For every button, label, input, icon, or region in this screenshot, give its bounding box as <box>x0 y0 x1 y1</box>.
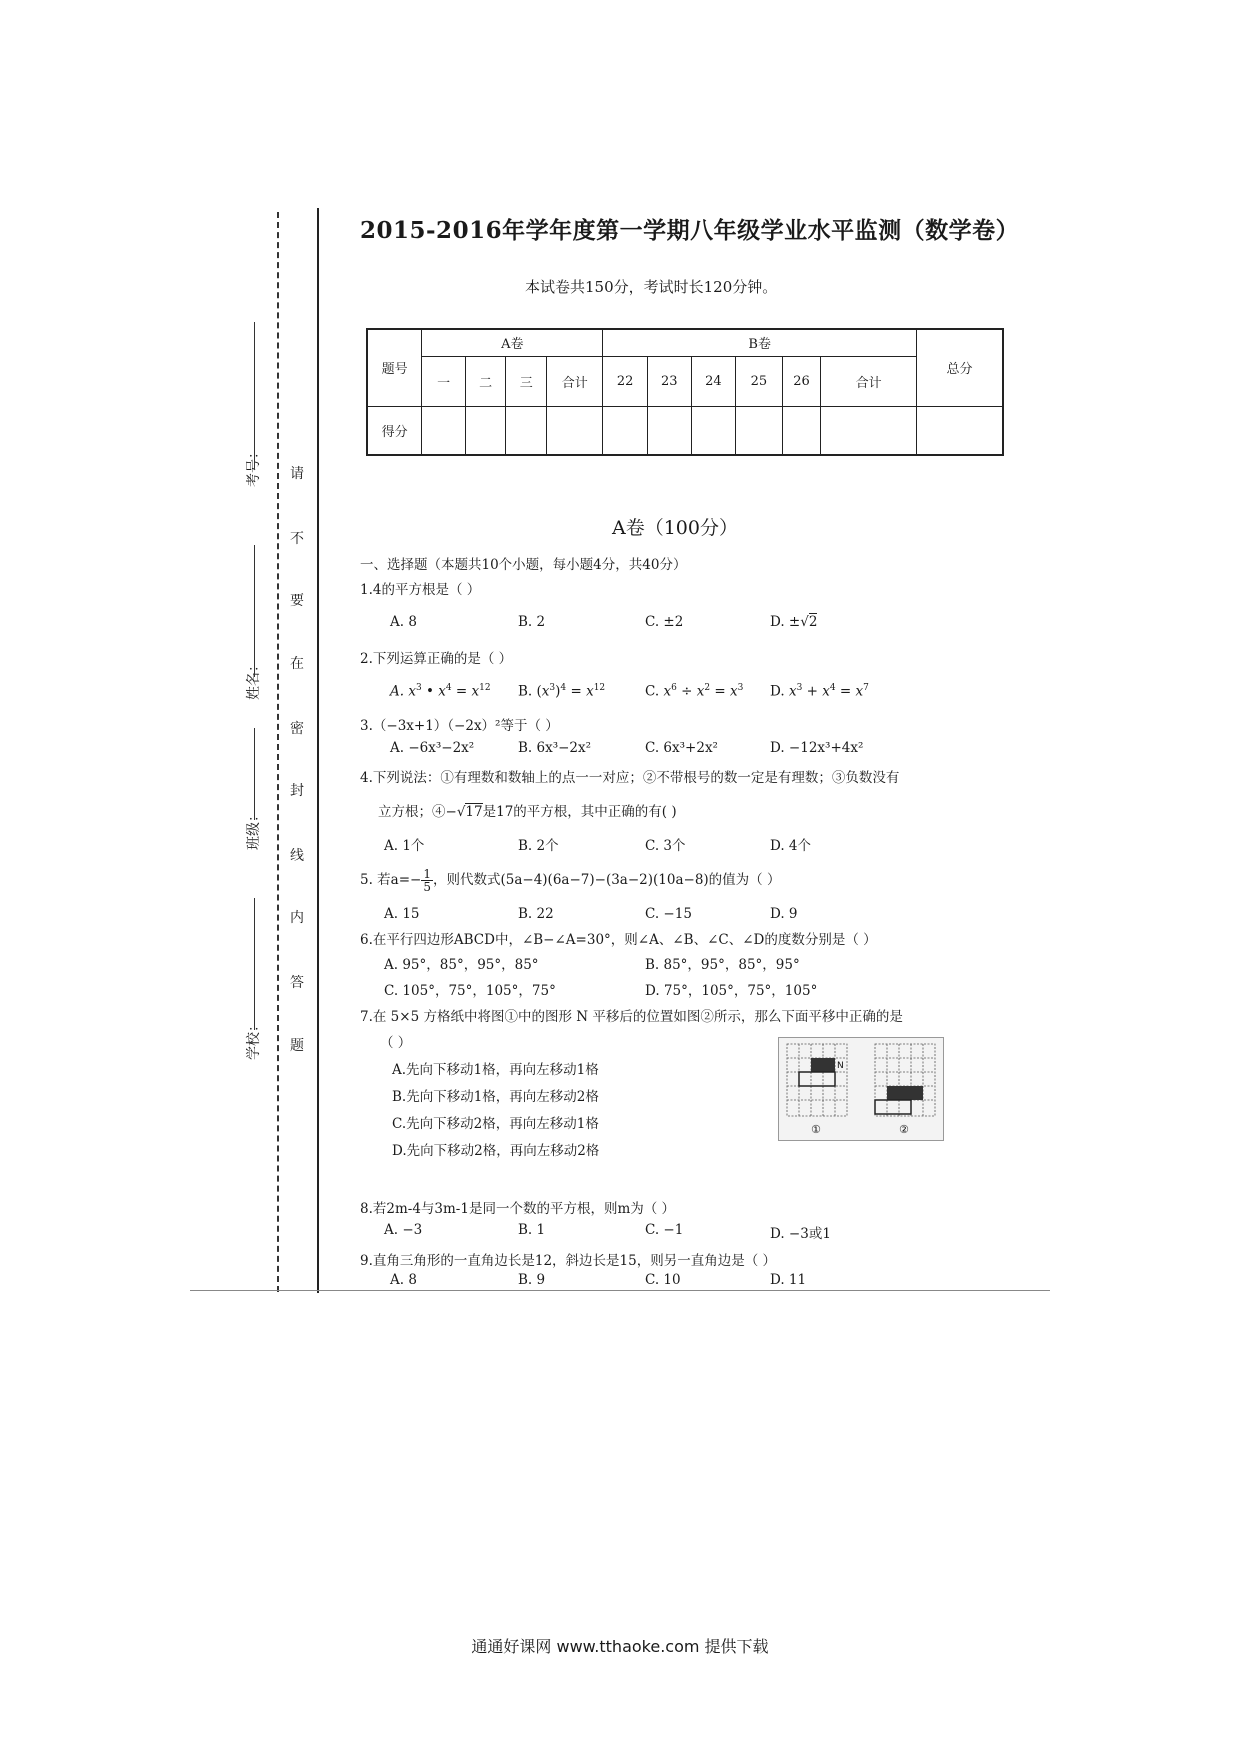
q1-stem: 1.4的平方根是（ ） <box>360 582 481 598</box>
q9-option-c: C. 10 <box>645 1272 681 1288</box>
exam-subtitle: 本试卷共150分，考试时长120分钟。 <box>525 278 778 296</box>
field-exam-number-label: 考号： <box>246 445 262 487</box>
col-a-3: 三 <box>506 356 547 406</box>
q2-option-c: C. $x^6 \div x^2 = x^3$ <box>645 683 744 700</box>
q7-shape-n-fig2 <box>887 1086 923 1100</box>
q4-option-a: A. 1个 <box>384 838 425 854</box>
q7-grid-figure-svg <box>779 1038 943 1140</box>
q9-option-b: B. 9 <box>518 1272 546 1288</box>
col-a-1: 一 <box>422 356 466 406</box>
q2-stem: 2.下列运算正确的是（ ） <box>360 651 513 667</box>
q6-option-a: A. 95°，85°，95°，85° <box>384 957 539 973</box>
q1-option-c: C. ±2 <box>645 614 684 630</box>
score-cell[interactable] <box>782 406 821 455</box>
q8-stem: 8.若2m-4与3m-1是同一个数的平方根，则m为（ ） <box>360 1201 676 1217</box>
q5-stem <box>360 868 780 893</box>
q8-option-b: B. 1 <box>518 1222 546 1238</box>
q5-option-b: B. 22 <box>518 906 554 922</box>
section-a-title: A卷（100分） <box>612 517 738 539</box>
q8-option-c: C. −1 <box>645 1222 684 1238</box>
part-one-heading: 一、选择题（本题共10个小题，每小题4分，共40分） <box>360 557 687 573</box>
notice-char: 密 <box>290 721 304 737</box>
q4-line2-suffix: 是17的平方根，其中正确的有( ) <box>482 804 677 820</box>
q3-stem: 3.（−3x+1）（−2x）²等于（ ） <box>360 718 559 734</box>
field-school-line <box>254 898 255 1030</box>
q4-line2-prefix: 立方根；④− <box>378 804 457 820</box>
notice-char: 请 <box>290 466 304 482</box>
col-a-total: 合计 <box>547 356 603 406</box>
q6-stem: 6.在平行四边形ABCD中，∠B−∠A=30°，则∠A、∠B、∠C、∠D的度数分别是（ ） <box>360 932 877 948</box>
q9-option-a: A. 8 <box>390 1272 417 1288</box>
score-cell[interactable] <box>603 406 648 455</box>
field-name-line <box>254 545 255 677</box>
score-cell[interactable] <box>506 406 547 455</box>
q1-option-d-prefix: D. ± <box>770 614 801 630</box>
notice-char: 线 <box>290 848 304 864</box>
q4-line2-radicand: 17 <box>465 804 483 820</box>
field-name-label: 姓名： <box>246 658 262 700</box>
header-section-b: B卷 <box>603 329 917 356</box>
score-cell[interactable] <box>465 406 506 455</box>
q3-option-a: A. −6x³−2x² <box>390 740 475 756</box>
field-school-label: 学校： <box>246 1018 262 1060</box>
q1-option-a: A. 8 <box>390 614 417 630</box>
q1-option-d: D. ±√2 <box>770 614 818 630</box>
q7-paren: （ ） <box>380 1035 412 1051</box>
q7-fig2-label: ② <box>899 1123 909 1136</box>
q9-option-d: D. 11 <box>770 1272 807 1288</box>
score-table <box>366 328 1004 456</box>
q4-option-d: D. 4个 <box>770 838 812 854</box>
q5-stem-suffix: ，则代数式(5a−4)(6a−7)−(3a−2)(10a−8)的值为（ ） <box>432 872 781 888</box>
solid-binding-line <box>317 208 319 1293</box>
exam-title: 2015-2016年学年度第一学期八年级学业水平监测（数学卷） <box>360 217 1020 244</box>
q7-fig-mark: N <box>837 1061 844 1071</box>
q6-option-d: D. 75°，105°，75°，105° <box>645 983 818 999</box>
score-cell[interactable] <box>821 406 917 455</box>
notice-char: 要 <box>290 593 304 609</box>
col-b-26: 26 <box>782 356 821 406</box>
notice-char: 不 <box>290 531 304 547</box>
q8-option-d: D. −3或1 <box>770 1226 831 1242</box>
col-b-24: 24 <box>691 356 736 406</box>
score-cell[interactable] <box>547 406 603 455</box>
q5-stem-prefix: 5. 若a=− <box>360 872 422 888</box>
col-b-25: 25 <box>736 356 783 406</box>
header-total: 总分 <box>917 329 1003 406</box>
score-cell[interactable] <box>691 406 736 455</box>
q5-option-a: A. 15 <box>384 906 420 922</box>
q5-option-c: C. −15 <box>645 906 692 922</box>
header-question-label: 题号 <box>367 329 422 406</box>
field-exam-number-line <box>254 322 255 469</box>
q4-option-b: B. 2个 <box>518 838 559 854</box>
q5-fraction <box>421 868 433 893</box>
notice-char: 在 <box>290 656 304 672</box>
q7-option-b: B.先向下移动1格，再向左移动2格 <box>392 1089 599 1105</box>
q6-option-b: B. 85°，95°，85°，95° <box>645 957 800 973</box>
score-cell[interactable] <box>736 406 783 455</box>
q6-option-c: C. 105°，75°，105°，75° <box>384 983 556 999</box>
notice-char: 答 <box>290 975 304 991</box>
q7-option-a: A.先向下移动1格，再向左移动1格 <box>392 1062 599 1078</box>
score-cell[interactable] <box>647 406 691 455</box>
col-a-2: 二 <box>465 356 506 406</box>
q5-fraction-numerator: 1 <box>423 867 431 881</box>
q5-fraction-denominator: 5 <box>423 880 431 894</box>
col-b-23: 23 <box>647 356 691 406</box>
q2-option-d: D. $x^3 + x^4 = x^7$ <box>770 683 869 700</box>
q4-option-c: C. 3个 <box>645 838 686 854</box>
page-bottom-rule <box>190 1290 1050 1291</box>
notice-char: 封 <box>290 783 304 799</box>
q2-option-a: A. $x^3$ • $x^4 = x^{12}$ <box>390 683 491 700</box>
dashed-binding-line <box>277 212 279 1292</box>
q7-shape-n-fig1 <box>811 1058 835 1072</box>
download-footer: 通通好课网 www.tthaoke.com 提供下载 <box>471 1637 769 1656</box>
q8-option-a: A. −3 <box>384 1222 423 1238</box>
q3-option-c: C. 6x³+2x² <box>645 740 718 756</box>
q2-option-b: B. $(x^3)^4 = x^{12}$ <box>518 683 606 700</box>
notice-char: 内 <box>290 910 304 926</box>
q3-option-d: D. −12x³+4x² <box>770 740 864 756</box>
field-class-line <box>254 728 255 820</box>
q4-stem-line2: 立方根；④−√17是17的平方根，其中正确的有( ) <box>378 804 677 820</box>
q1-option-b: B. 2 <box>518 614 546 630</box>
q5-option-d: D. 9 <box>770 906 798 922</box>
score-cell[interactable] <box>422 406 466 455</box>
q7-option-c: C.先向下移动2格，再向左移动1格 <box>392 1116 599 1132</box>
score-row-label: 得分 <box>367 406 422 455</box>
q3-option-b: B. 6x³−2x² <box>518 740 592 756</box>
q7-stem: 7.在 5×5 方格纸中将图①中的图形 N 平移后的位置如图②所示，那么下面平移中正确的是 <box>360 1009 903 1025</box>
q7-grid-figure <box>778 1037 944 1141</box>
col-b-22: 22 <box>603 356 648 406</box>
header-section-a: A卷 <box>422 329 603 356</box>
col-b-total: 合计 <box>821 356 917 406</box>
q4-stem: 4.下列说法：①有理数和数轴上的点一一对应；②不带根号的数一定是有理数；③负数没有 <box>360 770 900 786</box>
q1-option-d-radicand: 2 <box>808 614 818 630</box>
q9-stem: 9.直角三角形的一直角边长是12，斜边长是15，则另一直角边是（ ） <box>360 1253 777 1269</box>
score-cell[interactable] <box>917 406 1003 455</box>
q7-option-d: D.先向下移动2格，再向左移动2格 <box>392 1143 600 1159</box>
notice-char: 题 <box>290 1038 304 1054</box>
field-class-label: 班级： <box>246 808 262 850</box>
q7-fig1-label: ① <box>811 1123 821 1136</box>
